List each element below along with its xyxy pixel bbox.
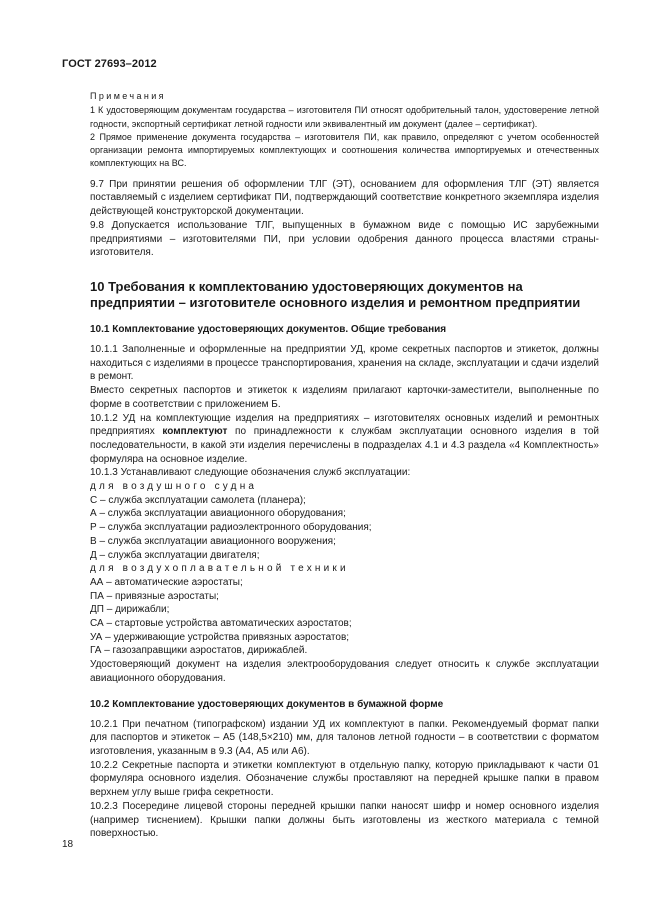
paragraph-10-1-2-part1: 10.1.2 УД на комплектующие изделия на предприятиях – изготовителях основных изделий и ремонтных предприятиях [90, 412, 599, 438]
paragraph-10-1-3: 10.1.3 Устанавливают следующие обозначения служб эксплуатации: [90, 467, 411, 479]
paragraph-10-1-1-note: Вместо секретных паспортов и этикеток к изделиям прилагают карточки-заместители, выполненные по форме в соответствии с приложением Б. [90, 385, 599, 410]
paragraph-9-8: 9.8 Допускается использование ТЛГ, выпущенных в бумажном виде с помощью ИС зарубежными предприятиями – изготовителями ПИ, при условии одобрения данного процесса властями страны-изготовителя. [90, 219, 599, 259]
paragraph-10-1-2-emphasis: комплектуют [162, 426, 228, 438]
paragraph-9-7: 9.7 При принятии решения об оформлении ТЛГ (ЭТ), основанием для оформления ТЛГ (ЭТ) является поставляемый с изделием сертификат ПИ, подтверждающий соответствие конкретного экземпляра изделия действующей конструкторской документации. [90, 178, 599, 218]
section-10-2-title: 10.2 Комплектование удостоверяющих документов в бумажной форме [90, 698, 444, 710]
paragraph-10-2-1: 10.2.1 При печатном (типографском) издании УД их комплектуют в папки. Рекомендуемый формат папки для паспортов и этикеток – А5 (148,5×210) мм, для талонов летной годности – в соответствии с форматом изготовления, указанным в 9.3 (А4, А5 или А6). [90, 718, 599, 757]
list-item: В – служба эксплуатации авиационного вооружения; [90, 535, 336, 547]
note-1: 1 К удостоверяющим документам государства – изготовителя ПИ относят одобрительный талон, удостоверение летной годности, экспортный сертификат летной годности или эквивалентный им документ (далее – сертификат). [90, 105, 599, 129]
list-item: Д – служба эксплуатации двигателя; [90, 549, 260, 561]
notes-label: Примечания [90, 91, 166, 101]
section-10-1-title: 10.1 Комплектование удостоверяющих документов. Общие требования [90, 324, 447, 335]
paragraph-electro: Удостоверяющий документ на изделия электрооборудования следует относить к службе эксплуатации авиационного оборудования. [90, 659, 599, 684]
list-item: С – служба эксплуатации самолета (планера); [90, 494, 306, 506]
page-number: 18 [62, 839, 74, 850]
aeronautics-label: для воздухоплавательной техники [90, 563, 349, 575]
paragraph-10-1-2 [90, 412, 599, 467]
standard-header: ГОСТ 27693–2012 [62, 58, 157, 70]
paragraph-10-1-1: 10.1.1 Заполненные и оформленные на предприятии УД, кроме секретных паспортов и этикеток, должны находиться с изделиями в процессе транспортирования, хранения на складе, эксплуатации и сдачи изделий в ремонт. [90, 344, 599, 383]
list-item: Р – служба эксплуатации радиоэлектронного оборудования; [90, 522, 372, 534]
notes-block [90, 90, 599, 171]
page-content [90, 90, 599, 841]
list-item: ДП – дирижабли; [90, 604, 170, 616]
paragraph-10-2-3: 10.2.3 Посередине лицевой стороны передней крышки папки наносят шифр и номер основного изделия (например тиснением). Крышки папки должны быть изготовлены из жесткого материала с темной поверхностью. [90, 800, 599, 840]
paragraph-10-2-2: 10.2.2 Секретные паспорта и этикетки комплектуют в отдельную папку, которую прикладывают к части 01 формуляра основного изделия. Обозначение службы проставляют на передней крышке папки в правом верхнем углу выше грифа секретности. [90, 759, 599, 799]
service-list-aircraft [90, 480, 599, 562]
list-item: УА – удерживающие устройства привязных аэростатов; [90, 631, 350, 643]
paragraph-10-1-2-part2: по принадлежности к службам эксплуатации основного изделия в той последовательности, в какой эти изделия перечислены в подразделах 4.1 и 4.3 раздела «4 Комплектность» формуляра на основное изделие. [90, 426, 599, 465]
list-item: АА – автоматические аэростаты; [90, 576, 243, 588]
aircraft-label: для воздушного судна [90, 481, 258, 493]
list-item: ПА – привязные аэростаты; [90, 590, 219, 602]
list-item: ГА – газозаправщики аэростатов, дирижаблей. [90, 645, 308, 657]
section-10-title: 10 Требования к комплектованию удостоверяющих документов на предприятии – изготовителе основного изделия и ремонтном предприятии [90, 279, 581, 310]
list-item: А – служба эксплуатации авиационного оборудования; [90, 508, 346, 520]
note-2: 2 Прямое применение документа государства – изготовителя ПИ, как правило, определяют с учетом особенностей организации ремонта импортируемых комплектующих и соотношения количества импортируемых и отечественных комплектующих на ВС. [90, 131, 599, 169]
list-item: СА – стартовые устройства автоматических аэростатов; [90, 618, 352, 630]
service-list-aeronautics [90, 562, 599, 658]
